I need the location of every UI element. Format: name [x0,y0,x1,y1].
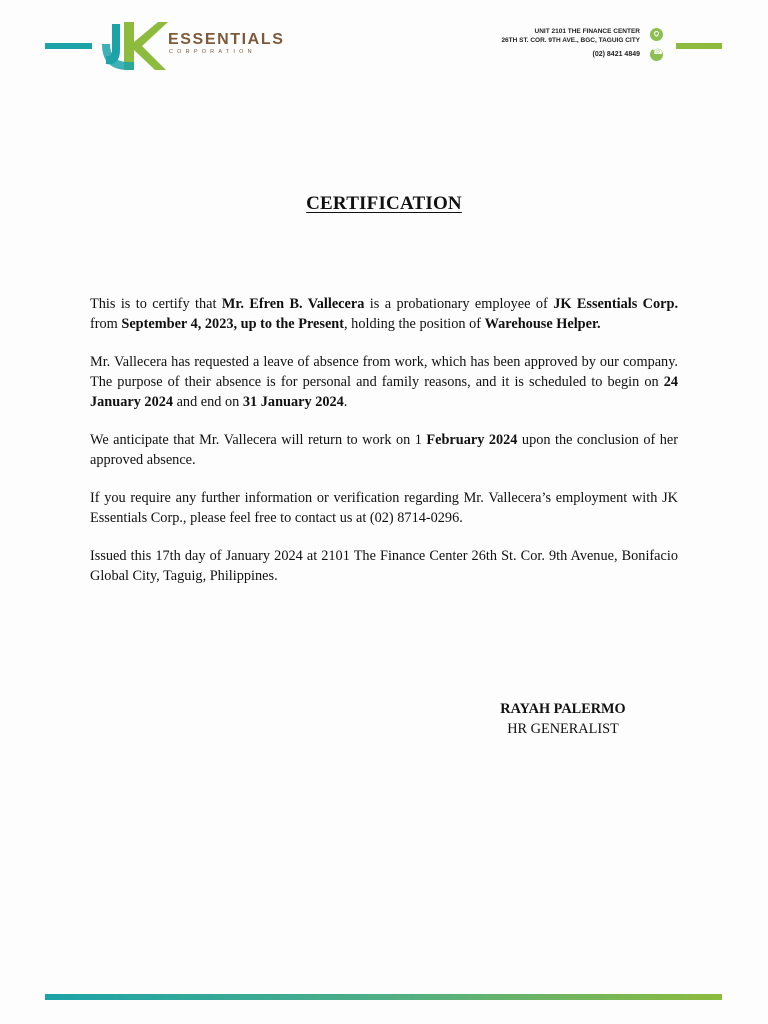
p1-text-1: This is to certify that [90,296,222,312]
letter-body [90,294,678,604]
p1-text-4: , holding the position of [344,316,485,332]
paragraph-certify [90,294,678,334]
paragraph-return [90,430,678,470]
footer-accent-bar [45,994,722,1000]
leave-start-date: 24 January 2024 [90,374,678,410]
signatory-name: RAYAH PALERMO [500,701,626,717]
header-accent-bar-right [676,43,722,49]
header-contact [501,27,640,58]
address-line-1: UNIT 2101 THE FINANCE CENTER [534,28,640,35]
brand-subtitle: CORPORATION [169,49,256,55]
return-date: February 2024 [426,432,518,448]
location-pin-icon [650,28,663,41]
address-line-2: 26TH ST. COR. 9TH AVE., BGC, TAGUIG CITY [501,37,640,44]
brand-wordmark [168,31,284,56]
company-name: JK Essentials Corp. [553,296,679,312]
p1-text-2: is a probationary employee of [364,296,554,312]
phone-icon [650,48,663,61]
employee-name: Mr. Efren B. Vallecera [221,296,365,312]
p2-text-2: and end on [173,394,243,410]
employment-period: September 4, 2023, up to the Present [121,316,345,332]
signature-block [463,699,663,739]
signatory-title: HR GENERALIST [507,721,619,737]
brand-name: ESSENTIALS [168,31,285,48]
header-phone: (02) 8421 4849 [592,51,640,58]
jk-logo-icon [100,20,170,72]
employee-position: Warehouse Helper. [484,316,601,332]
paragraph-leave [90,352,678,412]
p2-text-1: Mr. Vallecera has requested a leave of absence from work, which has been approved by our company. The purpose of their absence is for personal and family reasons, and it is scheduled to begin on [90,354,678,390]
document-title: CERTIFICATION [306,193,462,214]
paragraph-contact: If you require any further information or verification regarding Mr. Vallecera’s employment with JK Essentials Corp., please feel free to contact us at (02) 8714-0296. [90,490,678,526]
p3-text-2: upon the conclusion of her approved absence. [90,432,678,468]
p2-text-3: . [343,394,348,410]
paragraph-issued: Issued this 17th day of January 2024 at 2101 The Finance Center 26th St. Cor. 9th Avenue, Bonifacio Global City, Taguig, Philippines. [90,548,678,584]
header-accent-bar-left [45,43,92,49]
p3-text-1: We anticipate that Mr. Vallecera will return to work on 1 [90,432,427,448]
p1-text-3: from [90,316,122,332]
leave-end-date: 31 January 2024 [242,394,344,410]
